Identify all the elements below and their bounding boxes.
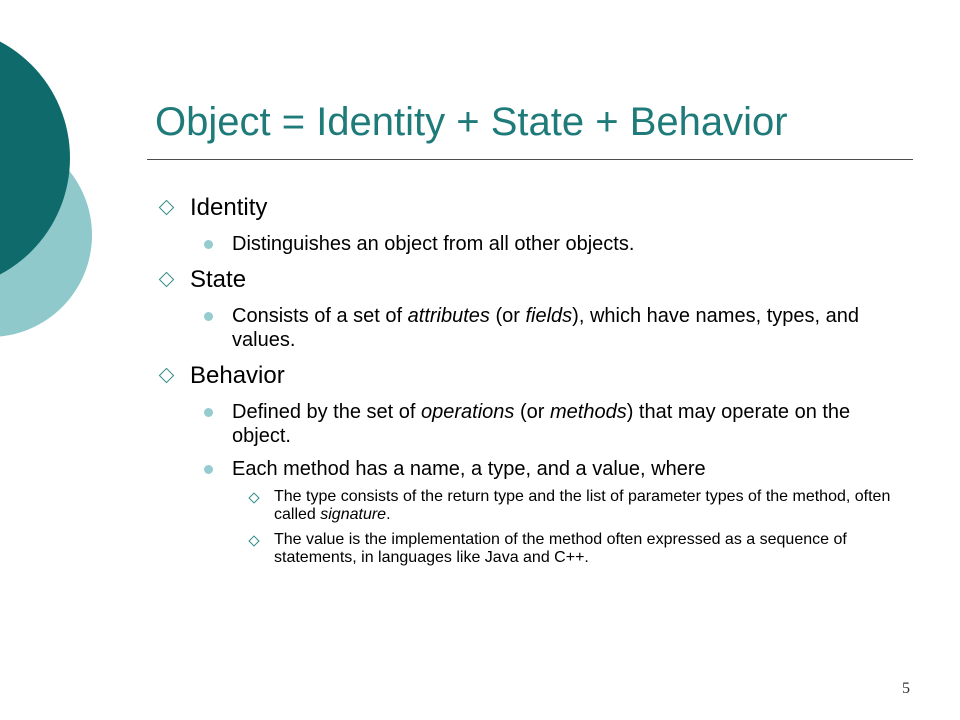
bullet-identity (158, 193, 908, 223)
sub-sub-bullet (248, 488, 908, 524)
italic-run: signature (320, 506, 387, 523)
dot-bullet-icon (204, 312, 213, 321)
bullet-state (158, 265, 908, 295)
bullet-label: Behavior (190, 362, 285, 389)
bullet-label: State (190, 266, 247, 293)
slide-title: Object = Identity + State + Behavior (155, 100, 788, 144)
diamond-bullet-icon (159, 200, 175, 216)
text-run: (or (514, 401, 550, 423)
text-run: ), which have names, types, and values. (232, 305, 859, 351)
italic-run: operations (421, 401, 515, 423)
sub-bullet-text: Each method has a name, a type, and a value, where (232, 458, 706, 480)
italic-run: fields (525, 305, 573, 327)
text-run: The type consists of the return type and the list of parameter types of the method, often called (274, 488, 891, 523)
italic-run: attributes (407, 305, 490, 327)
text-run: (or (489, 305, 526, 327)
diamond-bullet-icon (159, 272, 175, 288)
bullet-behavior (158, 361, 908, 391)
bullet-label: Identity (190, 194, 268, 221)
page-number: 5 (902, 680, 910, 697)
italic-run: methods (549, 401, 627, 423)
text-run: . (386, 506, 391, 523)
sub-bullet-text: Distinguishes an object from all other objects. (232, 233, 635, 255)
sub-bullet (204, 400, 908, 448)
dot-bullet-icon (204, 408, 213, 417)
decorative-circles (0, 0, 120, 420)
sub-sub-bullet-text: The value is the implementation of the method often expressed as a sequence of statements, in languages like Java and C++. (274, 531, 847, 566)
title-divider (147, 159, 913, 160)
bullet-content (158, 193, 908, 567)
text-run: Consists of a set of (232, 305, 408, 327)
diamond-bullet-icon (248, 535, 259, 546)
diamond-bullet-icon (159, 368, 175, 384)
text-run: ) that may operate on the object. (232, 401, 851, 447)
sub-bullet (204, 304, 908, 352)
dot-bullet-icon (204, 465, 213, 474)
sub-bullet (204, 232, 908, 256)
diamond-bullet-icon (248, 492, 259, 503)
sub-sub-bullet (248, 531, 908, 567)
text-run: Defined by the set of (232, 401, 422, 423)
dot-bullet-icon (204, 240, 213, 249)
sub-bullet (204, 457, 908, 481)
